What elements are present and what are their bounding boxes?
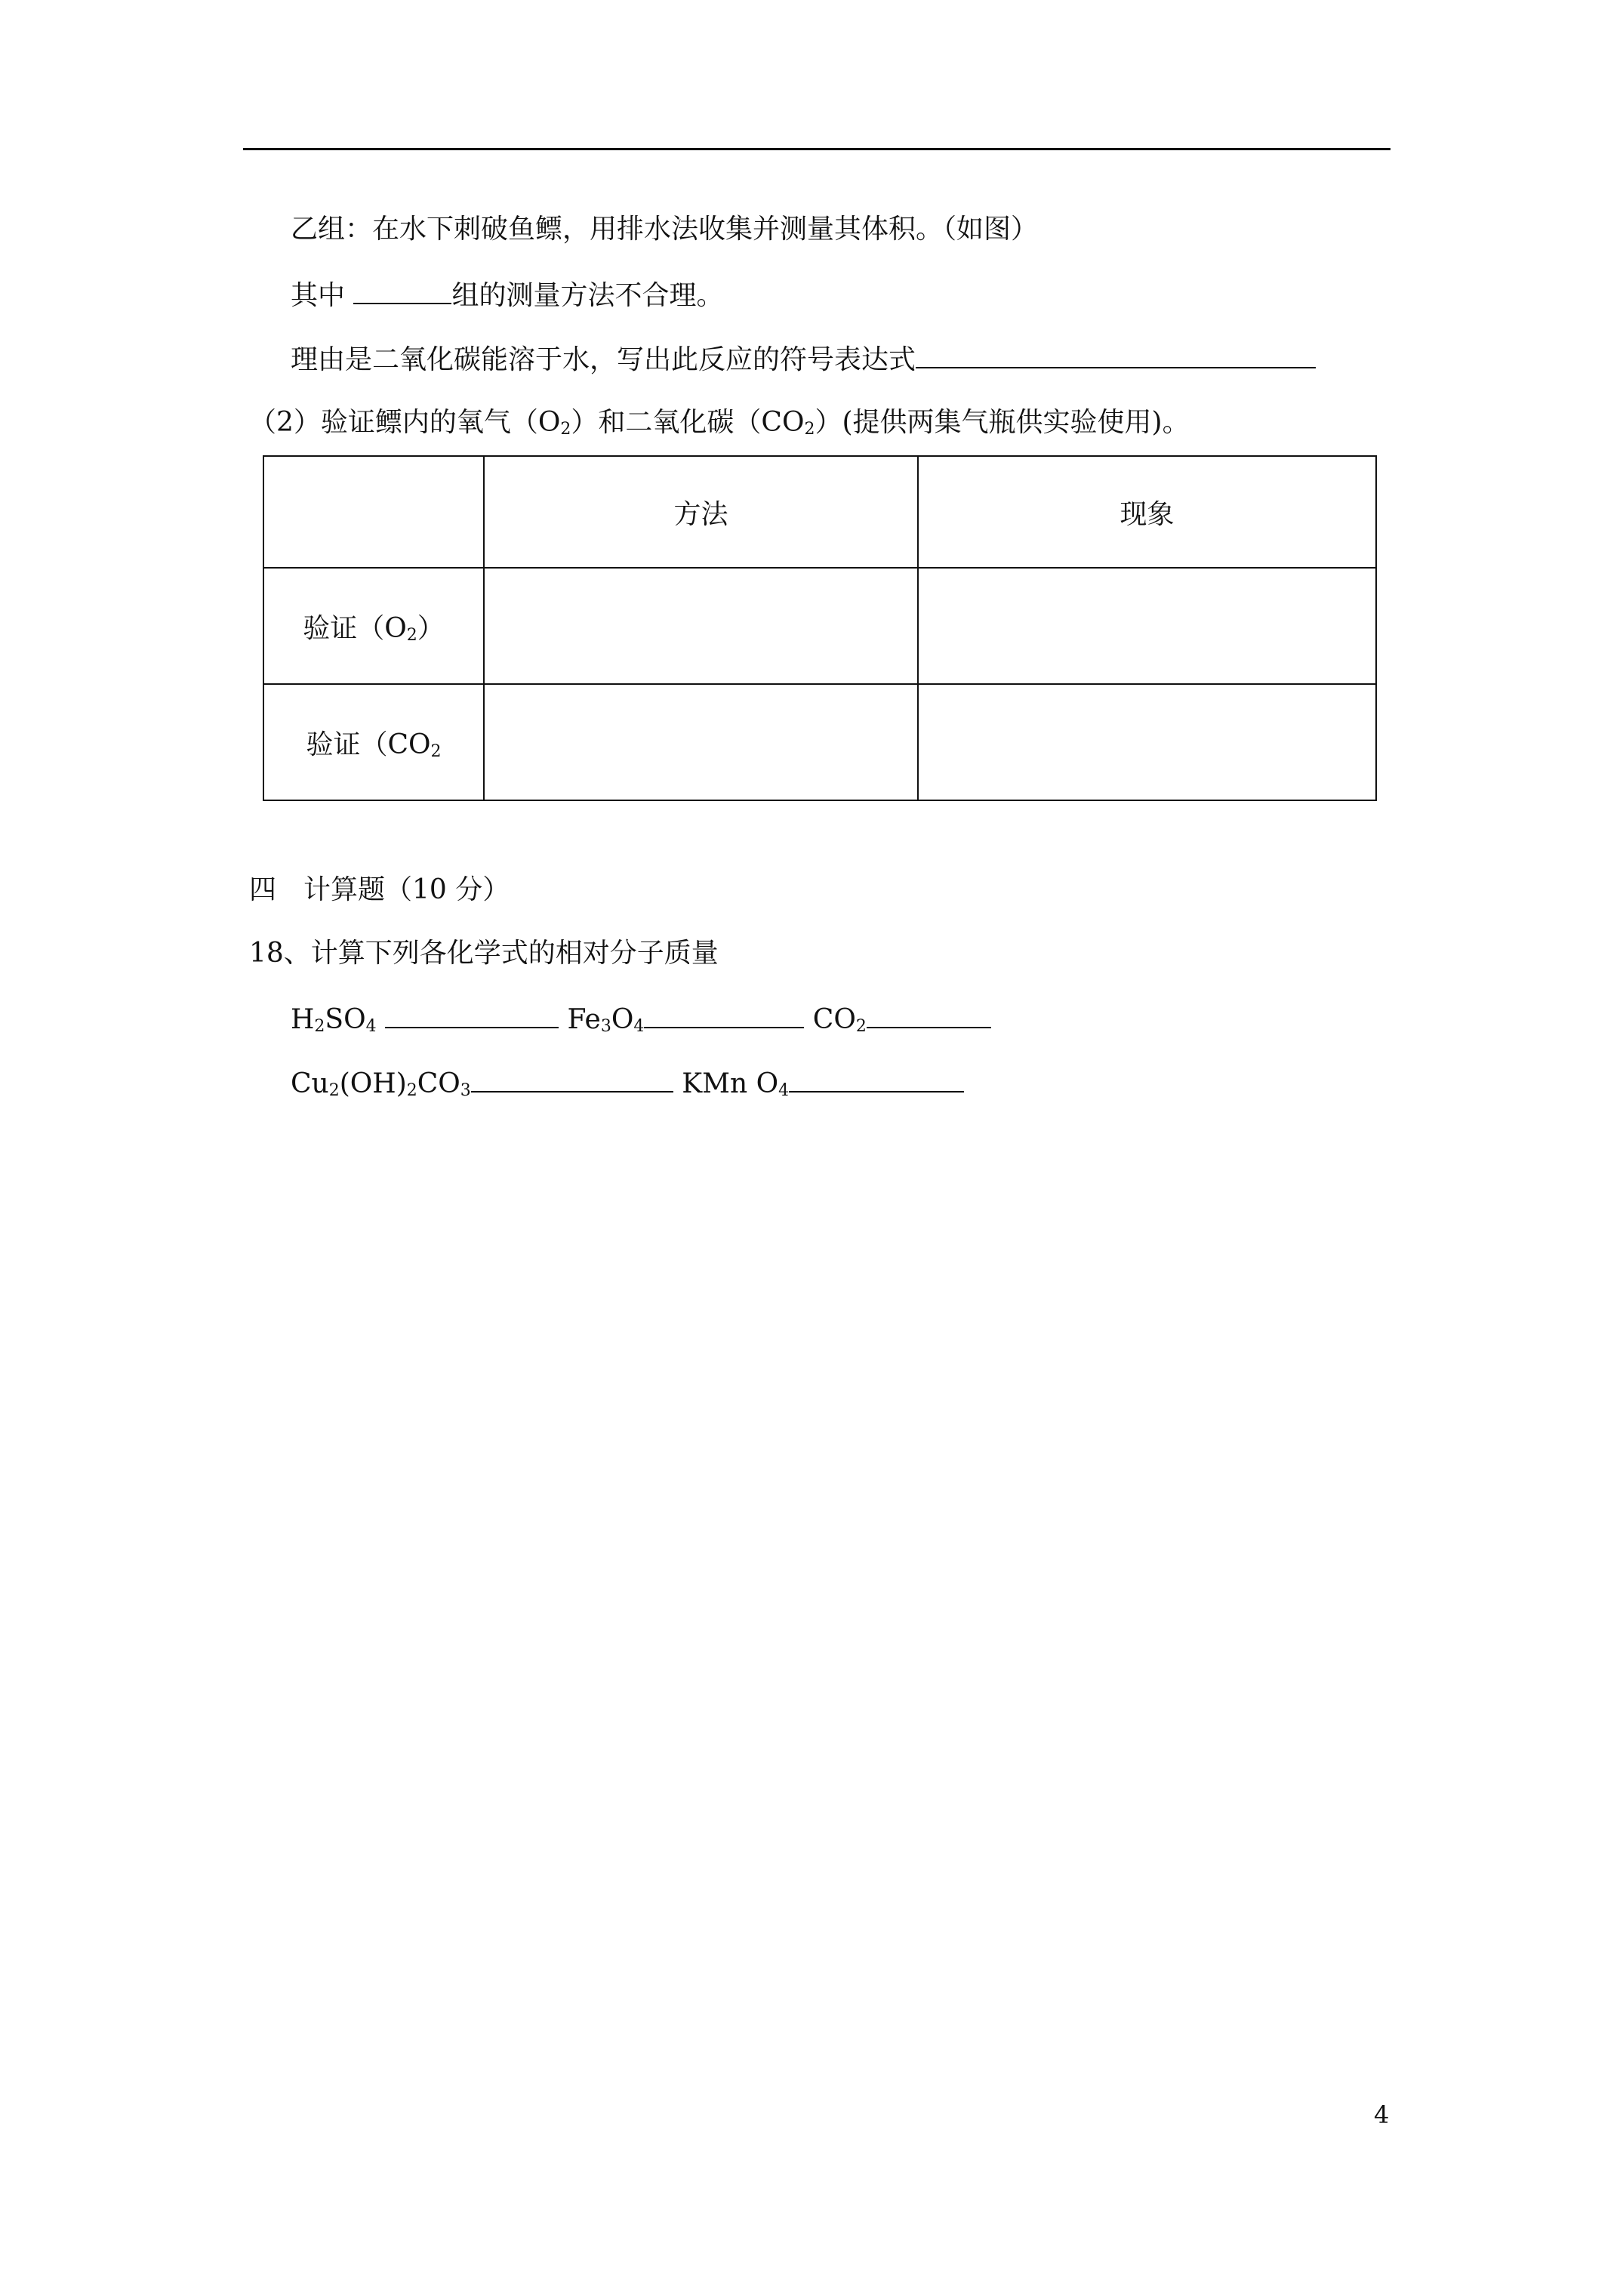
header-method: 方法: [484, 456, 918, 568]
verification-table: [263, 455, 1377, 801]
header-phenomenon: 现象: [918, 456, 1376, 568]
section-4-title: [249, 874, 510, 907]
q2-mid: ）和二氧化碳（CO: [571, 407, 805, 438]
page-number: 4: [1374, 2100, 1390, 2129]
formula-co2: $CO_2$: [812, 1004, 867, 1036]
row-label-co2-text: 验证（$CO_2$: [306, 729, 442, 761]
method-cell-co2[interactable]: [484, 684, 918, 800]
unreasonable-prefix: 其中: [291, 280, 354, 311]
q2-prefix: （2）验证鳔内的氧气（O: [249, 407, 561, 438]
formula-kmno4: KMn $O_4$: [682, 1068, 790, 1100]
table-header-row: [263, 456, 1376, 568]
group-answer-blank[interactable]: [353, 277, 451, 304]
table-row-o2: [263, 568, 1376, 684]
phenomenon-cell-o2[interactable]: [918, 568, 1376, 684]
cu2oh2co3-answer-blank[interactable]: [471, 1065, 673, 1093]
row-label-o2: [263, 568, 484, 684]
row-label-o2-text: 验证$(O_2)$: [303, 612, 445, 645]
header-empty-cell: [263, 456, 484, 568]
unreasonable-suffix: 组的测量方法不合理。: [451, 280, 724, 311]
question-18-text: 18、计算下列各化学式的相对分子质量: [249, 938, 719, 969]
q2-sub2: 2: [804, 420, 815, 439]
method-cell-o2[interactable]: [484, 568, 918, 684]
row-label-co2: [263, 684, 484, 800]
h2so4-answer-blank[interactable]: [385, 1001, 559, 1028]
formula-fe3o4: $Fe_3O_4$: [567, 1004, 645, 1036]
group-b-text: [291, 213, 1038, 246]
question-18: [249, 937, 719, 970]
phenomenon-cell-co2[interactable]: [918, 684, 1376, 800]
section-4-title-text: 四 计算题（10 分）: [249, 874, 510, 905]
reason-text: 理由是二氧化碳能溶于水，写出此反应的符号表达式: [291, 344, 916, 375]
formula-cu2oh2co3: $Cu_2(OH)_2CO_3$: [291, 1068, 471, 1100]
co2-answer-blank[interactable]: [867, 1001, 991, 1028]
kmno4-answer-blank[interactable]: [789, 1065, 964, 1093]
header-rule: [243, 148, 1390, 150]
fe3o4-answer-blank[interactable]: [644, 1001, 804, 1028]
table-row-co2: [263, 684, 1376, 800]
q2-sub1: 2: [560, 420, 571, 439]
equation-answer-blank[interactable]: [916, 341, 1316, 368]
formula-row-1: [291, 1001, 991, 1037]
group-b-sentence: 乙组：在水下刺破鱼鳔，用排水法收集并测量其体积。（如图）: [291, 214, 1039, 245]
formula-row-2: [291, 1065, 964, 1101]
q2-suffix: ）(提供两集气瓶供实验使用)。: [815, 407, 1190, 438]
q2-line: [249, 406, 1190, 439]
unreasonable-group-line: [291, 277, 723, 313]
reason-line: [291, 341, 1316, 377]
formula-h2so4: $H_2SO_4$: [291, 1004, 377, 1036]
